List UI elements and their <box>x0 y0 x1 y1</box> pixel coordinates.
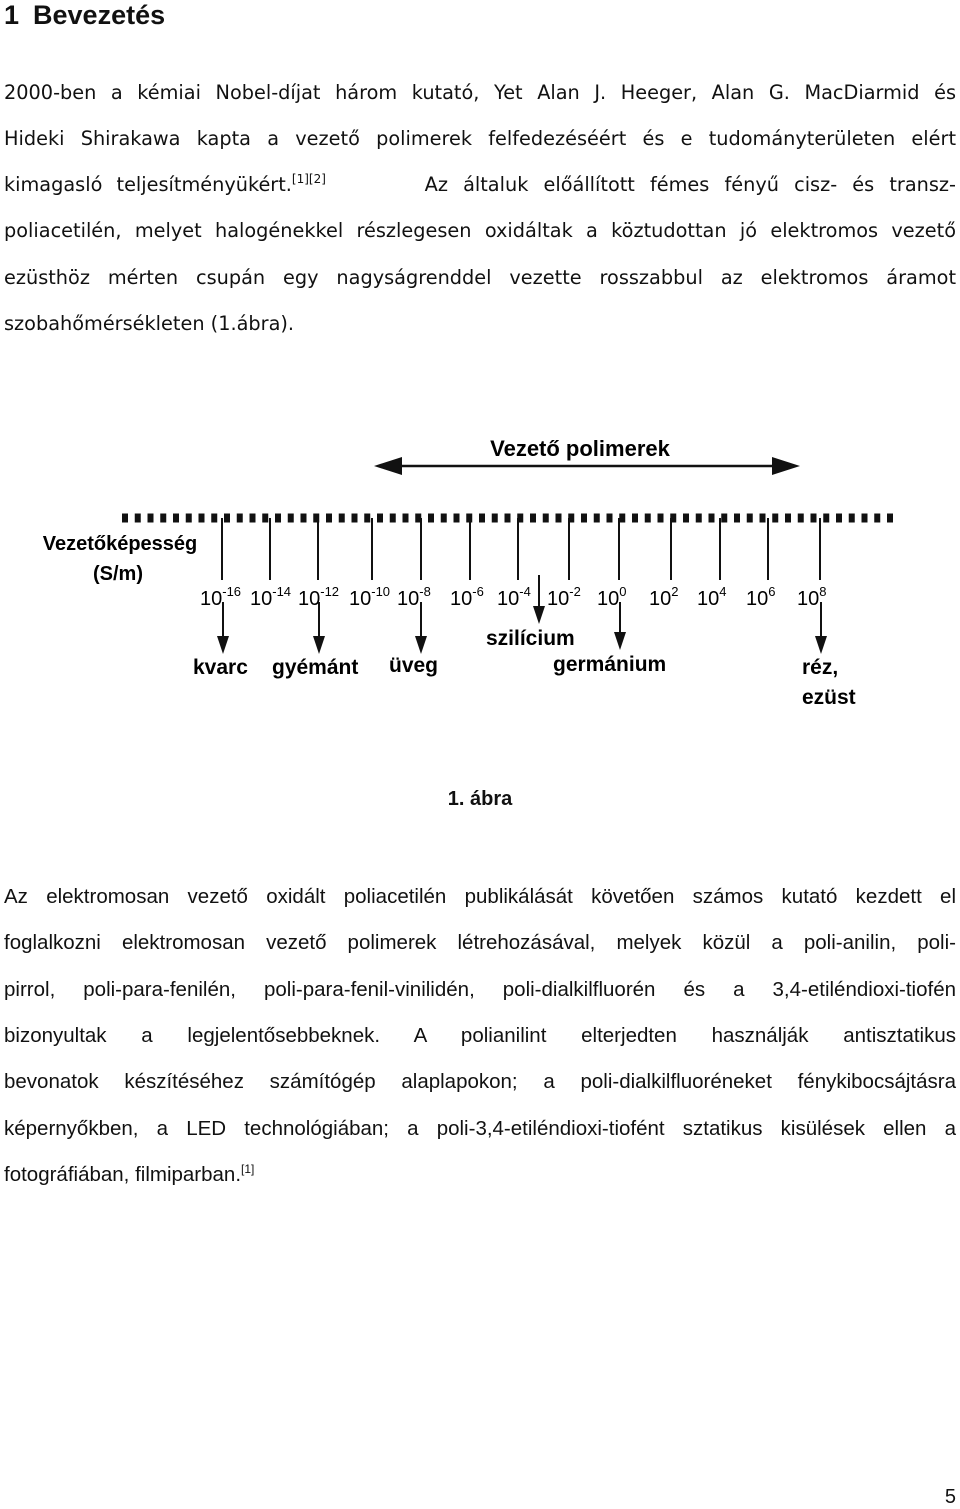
paragraph1-line-3 <box>4 172 956 198</box>
tick-label: $10^4$ <box>697 584 727 610</box>
section-number: 1 <box>4 0 20 30</box>
szilicium-arrow-icon <box>533 606 545 624</box>
paragraph2-line: Az elektromosan vezető oxidált poliacetilén publikálását követően számos kutató kezdett el <box>4 885 956 908</box>
tick-label: $10^{-4}$ <box>497 584 531 610</box>
paragraph1-line: 2000-ben a kémiai Nobel-díjat három kutató, Yet Alan J. Heeger, Alan G. MacDiarmid és <box>4 81 956 104</box>
figure-top-label: Vezető polimerek <box>490 436 670 461</box>
material-ezust: ezüst <box>802 686 856 709</box>
tick-label: $10^{-6}$ <box>450 584 484 610</box>
axis-label-line2: (S/m) <box>93 563 143 585</box>
rez-arrow-icon <box>815 636 827 654</box>
right-arrowhead-icon <box>772 457 800 475</box>
section-title: Bevezetés <box>33 0 166 30</box>
left-arrowhead-icon <box>374 457 402 475</box>
paragraph2-line: bizonyultak a legjelentősebbeknek. A polianilint elterjedten használják antisztatikus <box>4 1024 956 1047</box>
kvarc-arrow-icon <box>217 636 229 654</box>
paragraph1-line: ezüsthöz mérten csupán egy nagyságrenddel vezette rosszabbul az elektromos áramot <box>4 266 956 289</box>
paragraph1-line-3-end: Az általuk előállított fémes fényű cisz- és transz- <box>424 173 956 196</box>
tick-label: $10^{-12}$ <box>298 584 340 610</box>
citation: [1][2] <box>291 172 326 186</box>
tick-label: $10^8$ <box>797 584 827 610</box>
material-kvarc: kvarc <box>193 656 248 679</box>
paragraph2-line: foglalkozni elektromosan vezető polimerek létrehozásával, melyek közül a poli-anilin, poli- <box>4 931 956 954</box>
material-uveg: üveg <box>389 654 439 677</box>
gyemant-arrow-icon <box>313 636 325 654</box>
paragraph1-line: szobahőmérsékleten (1.ábra). <box>4 312 295 335</box>
paragraph1-line: poliacetilén, melyet halogénekkel részlegesen oxidáltak a köztudottan jó elektromos vezető <box>4 219 956 242</box>
tick-label: $10^{-10}$ <box>349 584 391 610</box>
figure-caption: 1. ábra <box>447 788 513 810</box>
tick-label: $10^0$ <box>597 584 627 610</box>
paragraph1-line: Hideki Shirakawa kapta a vezető polimerek felfedezéséért és e tudományterületen elért <box>4 127 956 150</box>
material-germanium: germánium <box>553 653 667 676</box>
paragraph2-line-last <box>4 1162 956 1188</box>
material-szilicium: szilícium <box>486 627 575 650</box>
tick-label: $10^6$ <box>746 584 776 610</box>
paragraph2-last-text: fotográfiában, filmiparban. <box>4 1163 242 1186</box>
page-number: 5 <box>944 1486 956 1508</box>
tick-label: $10^{-16}$ <box>200 584 242 610</box>
material-gyemant: gyémánt <box>272 656 359 679</box>
conductivity-figure <box>0 420 960 720</box>
tick-lines <box>222 518 820 580</box>
tick-label: $10^{-2}$ <box>547 584 581 610</box>
axis-label-line1: Vezetőképesség <box>42 533 198 555</box>
paragraph2-line: pirrol, poli-para-fenilén, poli-para-fenil-vinilidén, poli-dialkilfluorén és a 3,4-etiléndioxi-tiofén <box>4 978 956 1001</box>
tick-label: $10^{-14}$ <box>250 584 292 610</box>
citation: [1] <box>241 1162 255 1176</box>
tick-label: $10^2$ <box>649 584 679 610</box>
tick-labels <box>200 584 826 610</box>
section-heading <box>4 0 165 31</box>
paragraph2-line: bevonatok készítéséhez számítógép alaplapokon; a poli-dialkilfluoréneket fénykibocsájtásra <box>4 1070 956 1093</box>
uveg-arrow-icon <box>415 636 427 654</box>
paragraph1-line-3-start: kimagasló teljesítményükért. <box>4 173 292 196</box>
paragraph2-line: képernyőkben, a LED technológiában; a poli-3,4-etiléndioxi-tiofént sztatikus kisülések ellen a <box>4 1117 956 1140</box>
material-rez: réz, <box>802 656 839 679</box>
germanium-arrow-icon <box>614 632 626 650</box>
tick-label: $10^{-8}$ <box>397 584 431 610</box>
